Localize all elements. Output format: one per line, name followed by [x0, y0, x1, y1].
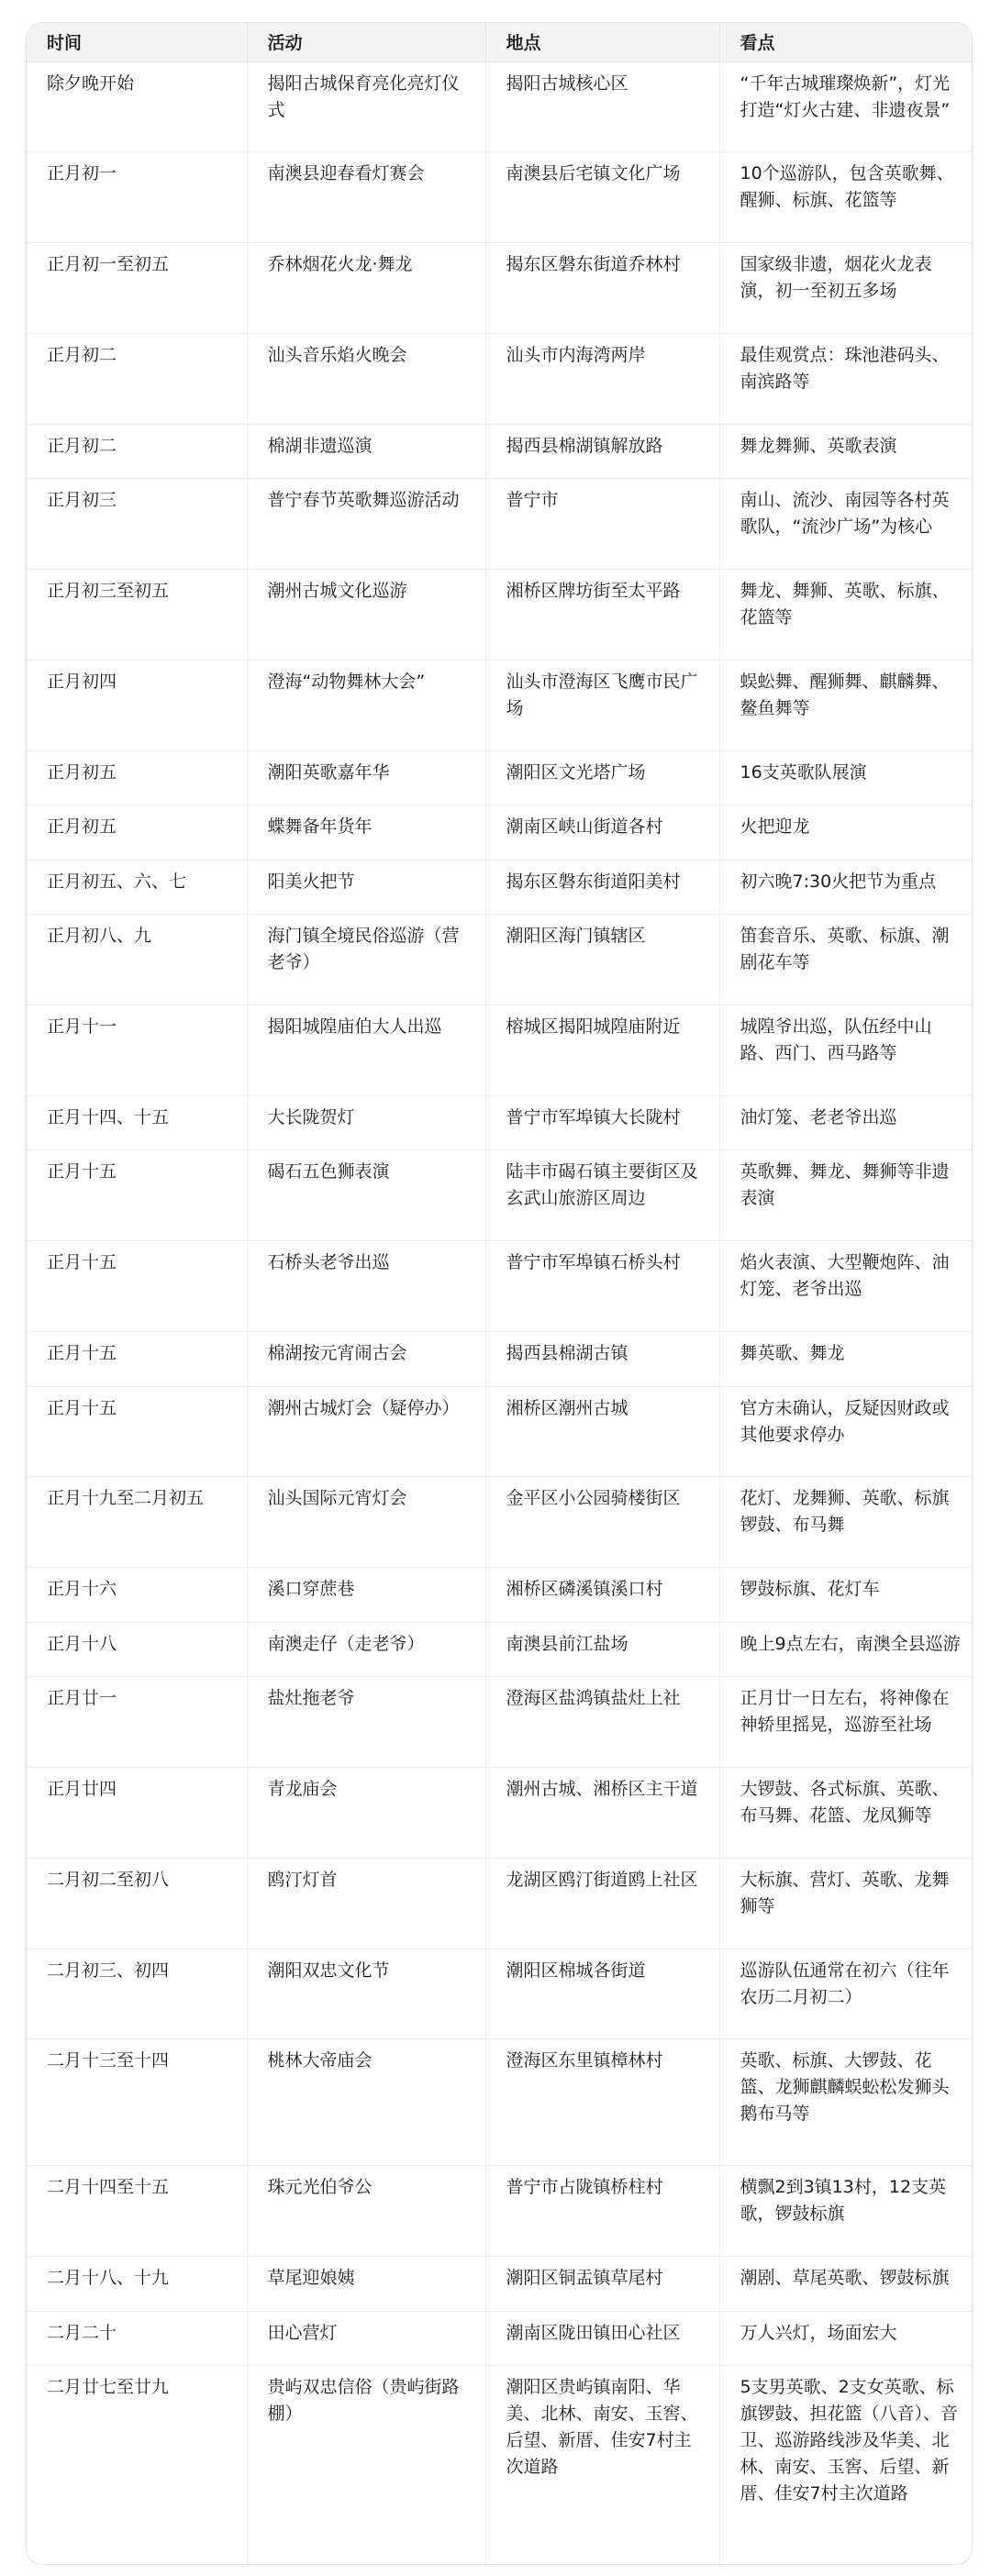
cell-location: 普宁市军埠镇石桥头村	[485, 1241, 719, 1332]
cell-time: 正月十八	[27, 1622, 247, 1677]
cell-time: 正月十五	[27, 1386, 247, 1477]
cell-time: 二月二十	[27, 2311, 247, 2366]
cell-highlights: 舞英歌、舞龙	[719, 1332, 972, 1387]
cell-highlights: 舞龙舞狮、英歌表演	[719, 424, 972, 479]
cell-time: 正月十五	[27, 1241, 247, 1332]
cell-activity: 桃林大帝庙会	[247, 2039, 485, 2166]
cell-location: 普宁市占陇镇桥柱村	[485, 2166, 719, 2257]
cell-highlights: 舞龙、舞狮、英歌、标旗、花篮等	[719, 570, 972, 661]
cell-time: 正月初三至初五	[27, 570, 247, 661]
cell-time: 二月初三、初四	[27, 1949, 247, 2039]
cell-activity: 棉湖非遗巡演	[247, 424, 485, 479]
table-row	[27, 61, 972, 152]
table-row	[27, 2311, 972, 2366]
cell-highlights: 大锣鼓、各式标旗、英歌、布马舞、花篮、龙凤狮等	[719, 1768, 972, 1859]
table-row	[27, 1622, 972, 1677]
cell-time: 正月廿一	[27, 1677, 247, 1768]
cell-activity: 海门镇全境民俗巡游（营老爷）	[247, 915, 485, 1005]
header-highlights: 看点	[719, 23, 972, 61]
schedule-table-card	[26, 22, 973, 2565]
cell-highlights: 初六晚7:30火把节为重点	[719, 860, 972, 915]
cell-time: 二月初二至初八	[27, 1858, 247, 1949]
cell-location: 普宁市	[485, 479, 719, 570]
cell-location: 潮南区陇田镇田心社区	[485, 2311, 719, 2366]
cell-location: 潮南区峡山街道各村	[485, 805, 719, 861]
cell-time: 正月初五、六、七	[27, 860, 247, 915]
cell-time: 正月十五	[27, 1150, 247, 1241]
cell-activity: 汕头国际元宵灯会	[247, 1477, 485, 1568]
table-row	[27, 860, 972, 915]
cell-highlights: 正月廿一日左右，将神像在神轿里摇晃，巡游至社场	[719, 1677, 972, 1768]
header-activity: 活动	[247, 23, 485, 61]
cell-location: 揭东区磐东街道乔林村	[485, 243, 719, 334]
cell-activity: 大长陇贺灯	[247, 1095, 485, 1150]
cell-activity: 潮州古城文化巡游	[247, 570, 485, 661]
cell-location: 湘桥区潮州古城	[485, 1386, 719, 1477]
cell-location: 陆丰市碣石镇主要街区及玄武山旅游区周边	[485, 1150, 719, 1241]
table-row	[27, 570, 972, 661]
cell-location: 汕头市澄海区飞鹰市民广场	[485, 660, 719, 750]
table-row	[27, 479, 972, 570]
cell-highlights: 笛套音乐、英歌、标旗、潮剧花车等	[719, 915, 972, 1005]
cell-time: 正月初三	[27, 479, 247, 570]
table-header	[27, 23, 972, 61]
cell-activity: 汕头音乐焰火晚会	[247, 333, 485, 424]
cell-activity: 揭阳古城保育亮化亮灯仪式	[247, 61, 485, 152]
cell-highlights: 万人兴灯，场面宏大	[719, 2311, 972, 2366]
cell-location: 揭阳古城核心区	[485, 61, 719, 152]
cell-activity: 潮州古城灯会（疑停办）	[247, 1386, 485, 1477]
table-row	[27, 1768, 972, 1859]
cell-highlights: 5支男英歌、2支女英歌、标旗锣鼓、担花篮（八音）、音卫、巡游路线涉及华美、北林、南安、玉窖、后望、新厝、佳安7村主次道路	[740, 2377, 959, 2504]
cell-activity: 澄海“动物舞林大会”	[247, 660, 485, 750]
cell-time: 正月十六	[27, 1568, 247, 1623]
cell-highlights: 官方未确认，反疑因财政或其他要求停办	[719, 1386, 972, 1477]
cell-highlights: “千年古城璀璨焕新”，灯光打造“灯火古建、非遗夜景”	[719, 61, 972, 152]
cell-location: 榕城区揭阳城隍庙附近	[485, 1005, 719, 1096]
cell-highlights: 蜈蚣舞、醒狮舞、麒麟舞、鳌鱼舞等	[719, 660, 972, 750]
cell-location: 南澳县前江盐场	[485, 1622, 719, 1677]
cell-time: 正月初一	[27, 152, 247, 243]
cell-time: 正月十四、十五	[27, 1095, 247, 1150]
cell-activity: 碣石五色狮表演	[247, 1150, 485, 1241]
table-row	[27, 1332, 972, 1387]
cell-activity: 溪口穿蔗巷	[247, 1568, 485, 1623]
table-row	[27, 2166, 972, 2257]
cell-highlights: 横飘2到3镇13村，12支英歌，锣鼓标旗	[719, 2166, 972, 2257]
cell-activity: 珠元光伯爷公	[247, 2166, 485, 2257]
cell-time: 二月廿七至廿九	[27, 2366, 247, 2564]
cell-location: 金平区小公园骑楼街区	[485, 1477, 719, 1568]
cell-location: 湘桥区磷溪镇溪口村	[485, 1568, 719, 1623]
header-time: 时间	[27, 23, 247, 61]
cell-location: 潮阳区贵屿镇南阳、华美、北林、南安、玉窖、后望、新厝、佳安7村主次道路	[485, 2366, 719, 2564]
table-row	[27, 1241, 972, 1332]
cell-activity: 潮阳英歌嘉年华	[247, 750, 485, 805]
cell-activity: 普宁春节英歌舞巡游活动	[247, 479, 485, 570]
cell-time: 正月初五	[27, 805, 247, 861]
cell-activity: 阳美火把节	[247, 860, 485, 915]
cell-location: 普宁市军埠镇大长陇村	[485, 1095, 719, 1150]
cell-location: 龙湖区鸥汀街道鸥上社区	[485, 1858, 719, 1949]
cell-location: 揭西县棉湖镇解放路	[485, 424, 719, 479]
cell-activity: 棉湖按元宵闹古会	[247, 1332, 485, 1387]
table-row	[27, 750, 972, 805]
schedule-table	[27, 23, 972, 2564]
cell-activity: 揭阳城隍庙伯大人出巡	[247, 1005, 485, 1096]
table-body	[27, 61, 972, 2564]
cell-location: 潮阳区海门镇辖区	[485, 915, 719, 1005]
cell-activity: 石桥头老爷出巡	[247, 1241, 485, 1332]
cell-time: 正月初二	[27, 333, 247, 424]
table-row	[27, 243, 972, 334]
cell-highlights: 城隍爷出巡，队伍经中山路、西门、西马路等	[719, 1005, 972, 1096]
table-row	[27, 1677, 972, 1768]
cell-time: 二月十四至十五	[27, 2166, 247, 2257]
table-row	[27, 915, 972, 1005]
table-row	[27, 1150, 972, 1241]
table-row	[27, 333, 972, 424]
cell-highlights: 国家级非遗，烟花火龙表演，初一至初五多场	[719, 243, 972, 334]
cell-activity: 乔林烟花火龙·舞龙	[247, 243, 485, 334]
cell-activity: 田心营灯	[247, 2311, 485, 2366]
cell-highlights: 10个巡游队，包含英歌舞、醒狮、标旗、花篮等	[719, 152, 972, 243]
cell-location: 揭东区磐东街道阳美村	[485, 860, 719, 915]
cell-time: 正月廿四	[27, 1768, 247, 1859]
cell-highlights: 花灯、龙舞狮、英歌、标旗锣鼓、布马舞	[719, 1477, 972, 1568]
header-row	[27, 23, 972, 61]
cell-highlights: 16支英歌队展演	[719, 750, 972, 805]
cell-time: 正月十五	[27, 1332, 247, 1387]
table-row	[27, 1386, 972, 1477]
cell-activity: 蝶舞备年货年	[247, 805, 485, 861]
table-row	[27, 1858, 972, 1949]
cell-location: 潮阳区棉城各街道	[485, 1949, 719, 2039]
table-row	[27, 152, 972, 243]
cell-highlights: 锣鼓标旗、花灯车	[719, 1568, 972, 1623]
cell-location: 潮阳区文光塔广场	[485, 750, 719, 805]
cell-highlights: 火把迎龙	[719, 805, 972, 861]
table-row	[27, 1949, 972, 2039]
table-row	[27, 2366, 972, 2564]
table-row	[27, 2257, 972, 2312]
cell-activity: 南澳走仔（走老爷）	[247, 1622, 485, 1677]
cell-time: 正月初四	[27, 660, 247, 750]
cell-location: 揭西县棉湖古镇	[485, 1332, 719, 1387]
cell-highlights: 油灯笼、老老爷出巡	[719, 1095, 972, 1150]
cell-highlights: 英歌、标旗、大锣鼓、花篮、龙狮麒麟蜈蚣松发狮头鹅布马等	[719, 2039, 972, 2166]
cell-time: 二月十八、十九	[27, 2257, 247, 2312]
table-row	[27, 2039, 972, 2166]
cell-time: 正月初一至初五	[27, 243, 247, 334]
cell-location: 汕头市内海湾两岸	[485, 333, 719, 424]
cell-highlights: 南山、流沙、南园等各村英歌队，“流沙广场”为核心	[719, 479, 972, 570]
table-row	[27, 424, 972, 479]
cell-activity: 草尾迎娘姨	[247, 2257, 485, 2312]
table-row	[27, 805, 972, 861]
table-row	[27, 1095, 972, 1150]
cell-time: 正月十九至二月初五	[27, 1477, 247, 1568]
cell-time: 正月初五	[27, 750, 247, 805]
cell-highlights: 最佳观赏点：珠池港码头、南滨路等	[719, 333, 972, 424]
cell-time: 正月初八、九	[27, 915, 247, 1005]
cell-highlights: 焰火表演、大型鞭炮阵、油灯笼、老爷出巡	[719, 1241, 972, 1332]
cell-highlights: 英歌舞、舞龙、舞狮等非遗表演	[719, 1150, 972, 1241]
cell-time: 正月初二	[27, 424, 247, 479]
cell-location: 澄海区东里镇樟林村	[485, 2039, 719, 2166]
cell-highlights: 巡游队伍通常在初六（往年农历二月初二）	[719, 1949, 972, 2039]
cell-activity: 贵屿双忠信俗（贵屿街路棚）	[247, 2366, 485, 2564]
cell-location: 湘桥区牌坊街至太平路	[485, 570, 719, 661]
table-row	[27, 1568, 972, 1623]
cell-activity: 潮阳双忠文化节	[247, 1949, 485, 2039]
cell-highlights: 大标旗、营灯、英歌、龙舞狮等	[719, 1858, 972, 1949]
cell-time: 二月十三至十四	[27, 2039, 247, 2166]
table-row	[27, 660, 972, 750]
cell-highlights: 晚上9点左右，南澳全县巡游	[719, 1622, 972, 1677]
cell-activity: 南澳县迎春看灯赛会	[247, 152, 485, 243]
cell-activity: 青龙庙会	[247, 1768, 485, 1859]
table-row	[27, 1005, 972, 1096]
header-location: 地点	[485, 23, 719, 61]
cell-time: 正月十一	[27, 1005, 247, 1096]
table-row	[27, 1477, 972, 1568]
cell-time: 除夕晚开始	[27, 61, 247, 152]
cell-activity: 盐灶拖老爷	[247, 1677, 485, 1768]
cell-location: 潮阳区铜盂镇草尾村	[485, 2257, 719, 2312]
cell-location: 澄海区盐鸿镇盐灶上社	[485, 1677, 719, 1768]
cell-highlights: 潮剧、草尾英歌、锣鼓标旗	[719, 2257, 972, 2312]
cell-location: 南澳县后宅镇文化广场	[485, 152, 719, 243]
cell-activity: 鸥汀灯首	[247, 1858, 485, 1949]
cell-location: 潮州古城、湘桥区主干道	[485, 1768, 719, 1859]
